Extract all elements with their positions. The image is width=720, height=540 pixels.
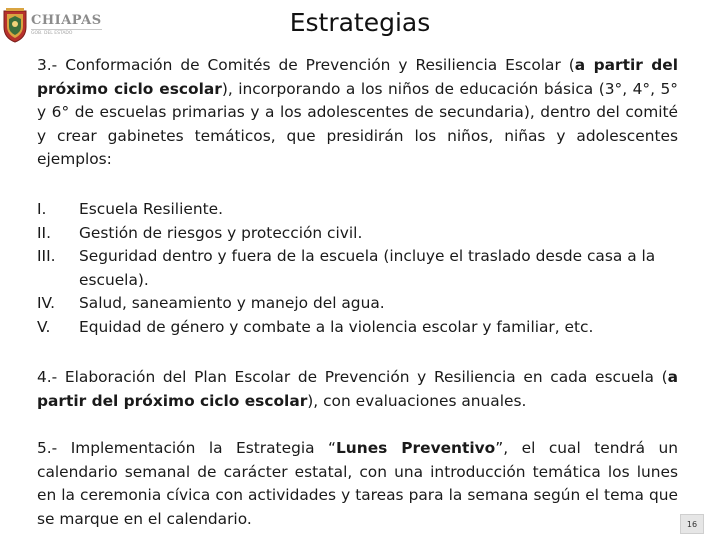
list-item-text: Salud, saneamiento y manejo del agua. <box>79 294 385 312</box>
logo-word: CHIAPAS <box>31 12 102 28</box>
paragraph-4-rest: ), con evaluaciones anuales. <box>307 391 527 410</box>
paragraph-5 <box>37 437 678 531</box>
paragraph-3-rest: ), incorporando a los niños de educación básica (3°, 4°, 5° y 6° de escuelas primarias y a los adolescentes de secundaria), dentro del comité y crear gabinetes temáticos, que presidirán los niños, niñas y adolescentes ejemplos: <box>37 79 678 168</box>
paragraph-5-lead: 5.- Implementación la Estrategia “ <box>37 439 336 457</box>
list-item-text: Equidad de género y combate a la violencia escolar y familiar, etc. <box>79 317 594 336</box>
page-number: 16 <box>680 514 704 534</box>
paragraph-3-lead: 3.- Conformación de Comités de Prevención y Resiliencia Escolar ( <box>37 56 575 74</box>
list-item-number: V. <box>37 317 51 336</box>
list-item-number: II. <box>37 223 51 242</box>
themes-list <box>37 198 678 339</box>
list-item-text: Escuela Resiliente. <box>79 200 223 218</box>
paragraph-5-rest: ”, el cual tendrá un calendario semanal de carácter estatal, con una introducción temática los lunes en la ceremonia cívica con actividades y tareas para la semana según el tema que se marque en el calendario. <box>37 439 679 528</box>
list-item <box>37 222 678 246</box>
paragraph-4-lead: 4.- Elaboración del Plan Escolar de Prevención y Resiliencia en cada escuela ( <box>37 368 668 386</box>
paragraph-3-bold: a partir del próximo ciclo escolar <box>37 56 678 98</box>
list-item <box>37 245 678 292</box>
paragraph-3 <box>37 54 678 172</box>
page-title: Estrategias <box>289 8 431 37</box>
paragraph-4-bold: a partir del próximo ciclo escolar <box>37 368 678 410</box>
list-item <box>37 316 678 340</box>
list-item-text: Seguridad dentro y fuera de la escuela (incluye el traslado desde casa a la escuela). <box>79 247 656 289</box>
list-item-number: I. <box>37 200 47 218</box>
list-item-number: IV. <box>37 294 55 312</box>
list-item-text: Gestión de riesgos y protección civil. <box>79 223 363 242</box>
list-item <box>37 198 678 222</box>
paragraph-5-bold: Lunes Preventivo <box>336 439 496 457</box>
list-item-number: III. <box>37 247 56 265</box>
list-item <box>37 292 678 316</box>
logo-subtitle: GOB. DEL ESTADO <box>31 29 102 37</box>
paragraph-4 <box>37 366 678 413</box>
